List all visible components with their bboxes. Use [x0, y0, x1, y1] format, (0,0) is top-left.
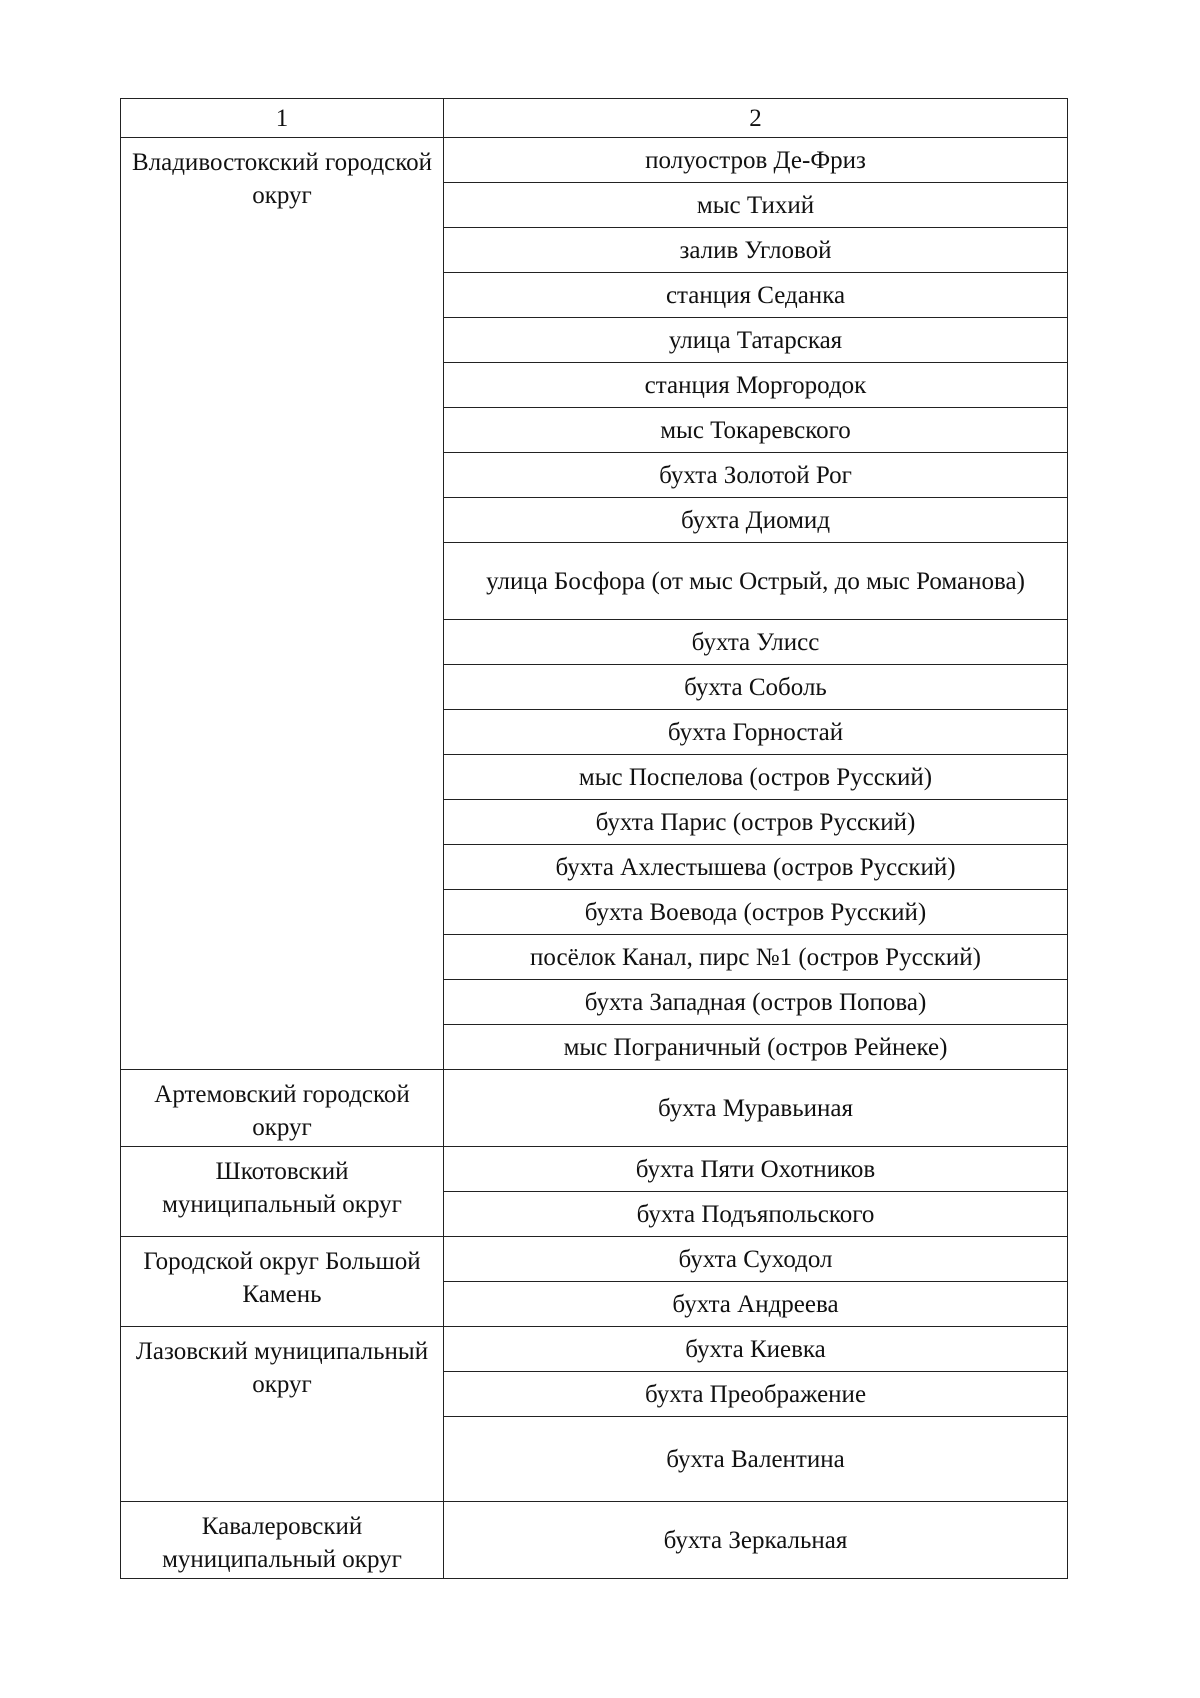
- document-page: [120, 98, 1067, 1579]
- location-cell: бухта Золотой Рог: [444, 453, 1068, 498]
- location-cell: посёлок Канал, пирс №1 (остров Русский): [444, 935, 1068, 980]
- location-cell: бухта Суходол: [444, 1237, 1068, 1282]
- location-cell: станция Седанка: [444, 273, 1068, 318]
- location-cell: бухта Ахлестышева (остров Русский): [444, 845, 1068, 890]
- district-cell: Кавалеровский муниципальный округ: [121, 1502, 444, 1579]
- district-cell: Артемовский городской округ: [121, 1070, 444, 1147]
- column-header-2: 2: [444, 99, 1068, 138]
- column-header-1: 1: [121, 99, 444, 138]
- location-cell: бухта Соболь: [444, 665, 1068, 710]
- table-row: [121, 1070, 1068, 1147]
- location-cell: мыс Тихий: [444, 183, 1068, 228]
- location-cell: мыс Токаревского: [444, 408, 1068, 453]
- location-cell: мыс Пограничный (остров Рейнеке): [444, 1025, 1068, 1070]
- location-cell: бухта Подъяпольского: [444, 1192, 1068, 1237]
- location-cell: бухта Андреева: [444, 1282, 1068, 1327]
- header-row: [121, 99, 1068, 138]
- location-cell: бухта Воевода (остров Русский): [444, 890, 1068, 935]
- location-cell: станция Моргородок: [444, 363, 1068, 408]
- location-cell: бухта Зеркальная: [444, 1502, 1068, 1579]
- location-cell: улица Босфора (от мыс Острый, до мыс Романова): [444, 543, 1068, 620]
- location-cell: бухта Киевка: [444, 1327, 1068, 1372]
- location-cell: бухта Горностай: [444, 710, 1068, 755]
- table-row: [121, 1502, 1068, 1579]
- location-cell: бухта Валентина: [444, 1417, 1068, 1502]
- location-cell: полуостров Де-Фриз: [444, 138, 1068, 183]
- location-cell: бухта Пяти Охотников: [444, 1147, 1068, 1192]
- district-cell: Лазовский муниципальный округ: [121, 1327, 444, 1502]
- table-row: [121, 138, 1068, 183]
- district-cell: Владивостокский городской округ: [121, 138, 444, 1070]
- location-cell: бухта Диомид: [444, 498, 1068, 543]
- table-row: [121, 1147, 1068, 1192]
- district-cell: Шкотовский муниципальный округ: [121, 1147, 444, 1237]
- location-cell: бухта Западная (остров Попова): [444, 980, 1068, 1025]
- location-cell: бухта Муравьиная: [444, 1070, 1068, 1147]
- location-cell: бухта Улисс: [444, 620, 1068, 665]
- location-cell: бухта Парис (остров Русский): [444, 800, 1068, 845]
- table-row: [121, 1327, 1068, 1372]
- location-cell: залив Угловой: [444, 228, 1068, 273]
- location-cell: улица Татарская: [444, 318, 1068, 363]
- location-cell: мыс Поспелова (остров Русский): [444, 755, 1068, 800]
- district-cell: Городской округ Большой Камень: [121, 1237, 444, 1327]
- locations-table: [120, 98, 1068, 1579]
- location-cell: бухта Преображение: [444, 1372, 1068, 1417]
- table-row: [121, 1237, 1068, 1282]
